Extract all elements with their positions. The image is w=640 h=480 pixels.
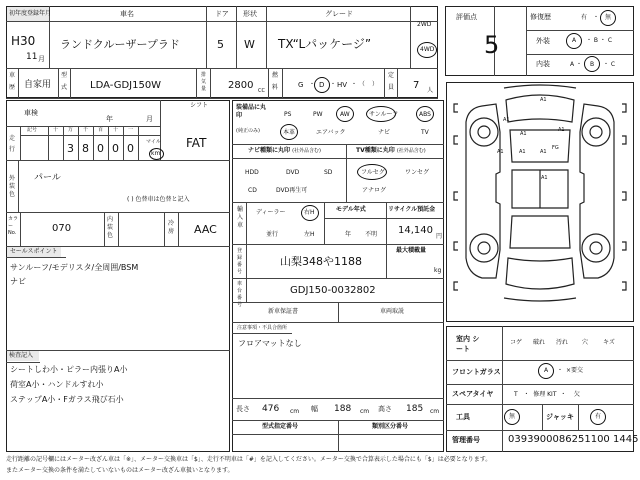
equip-airbag: エアバック — [316, 129, 346, 136]
fuel-g: G — [298, 81, 304, 89]
type-label: 型 — [61, 72, 68, 79]
aircon-label: 冷房 — [168, 220, 175, 235]
inspector-line: ステップA小・Fガラス飛び石小 — [10, 395, 124, 404]
seat-item: 汚れ — [556, 339, 569, 346]
digit-header-5: 十 — [113, 127, 119, 133]
grade-value: TX“Lパッケージ” — [278, 37, 372, 51]
shift-label: シフト — [190, 102, 209, 109]
mgmt-label: 管理番号 — [452, 436, 480, 444]
tv-fullseg: フルセグ — [361, 169, 385, 176]
equip-tv: TV — [421, 129, 429, 136]
equip-navi: ナビ — [378, 129, 391, 136]
digit-header-2: 万 — [68, 127, 74, 133]
length-value: 476 — [262, 404, 280, 414]
height-unit: cm — [430, 408, 440, 415]
equip-abs: ABS — [419, 111, 431, 118]
capacity-label: 定 — [388, 72, 395, 79]
damage-mark: A1 — [520, 131, 527, 137]
unit-mile: マイル — [146, 139, 161, 145]
drive-4wd: 4WD — [420, 46, 435, 53]
drive-2wd: 2WD — [417, 21, 432, 28]
exterior-label: 外装 — [536, 37, 550, 45]
chassis-label: 車台番号 — [237, 281, 243, 308]
max-load-unit: kg — [434, 267, 442, 274]
damage-mark: A1 — [503, 117, 510, 123]
interior-a: A ・ — [570, 61, 583, 68]
running-label: 行 — [9, 146, 16, 153]
seat-item: 穴 — [582, 339, 589, 346]
car-damage-diagram — [446, 82, 634, 322]
exterior-a: A — [572, 37, 577, 44]
vehicle-history-label: 車 — [9, 72, 16, 79]
front-glass-a: A — [544, 367, 549, 374]
capacity-unit: 人 — [427, 87, 434, 94]
digit-header-1: 十 — [53, 127, 59, 133]
mileage-digit: 0 — [97, 142, 104, 155]
shape-label: 形状 — [243, 10, 257, 18]
selling-points-label: セールスポイント — [10, 248, 58, 255]
inspector-line: シートしわ小・ピラー内張りA小 — [10, 365, 128, 374]
mileage-digit: 0 — [127, 142, 134, 155]
damage-mark: A1 — [540, 97, 547, 103]
grade-label: グレード — [325, 10, 353, 18]
inspection-month-unit: 月 — [146, 115, 153, 123]
equip-ps: PS — [284, 111, 292, 118]
navi-type-label: ナビ種類に丸印 (社外品含む) — [248, 147, 321, 154]
digit-header-0: 記号 — [27, 127, 38, 133]
doors-label: ドア — [215, 10, 229, 18]
length-label: 長さ — [236, 405, 250, 413]
navi-hdd: HDD — [245, 169, 259, 176]
max-load-label: 最大積載量 — [396, 247, 427, 254]
navi-sd: SD — [324, 169, 333, 176]
jack-label: ジャッキ — [546, 413, 574, 421]
equip-aw: AW — [340, 111, 350, 118]
seat-label: 室内 シート — [456, 335, 480, 353]
width-value: 188 — [334, 404, 352, 414]
model-year-unknown: 不明 — [365, 231, 378, 238]
shift-value: FAT — [186, 136, 207, 150]
displacement-label: 排気量 — [201, 72, 207, 92]
jack-value: 有 — [595, 413, 602, 420]
plate-value: 山梨348や1188 — [280, 255, 362, 268]
reg-year: H30 — [11, 34, 36, 48]
fuel-d: D — [319, 81, 325, 89]
import-parallel: 並行 — [266, 231, 279, 238]
height-value: 185 — [406, 404, 424, 414]
equip-leather: 本革 — [283, 129, 296, 136]
new-warranty: 新車保証書 — [268, 308, 299, 315]
reg-month-unit: 月 — [38, 55, 45, 63]
mgmt-value: 0393900086251100 1445 — [508, 434, 639, 445]
import-dealer: ディーラー — [256, 209, 286, 216]
use-type: 自家用 — [24, 80, 52, 90]
color-no: 070 — [52, 223, 72, 234]
type-code: LDA-GDJ150W — [90, 80, 162, 91]
mileage-digit: 0 — [112, 142, 119, 155]
length-unit: cm — [290, 408, 300, 415]
shape-value: W — [244, 38, 255, 51]
interior-color-label: 内装色 — [107, 216, 114, 239]
owner-manual: 車両取説 — [380, 308, 405, 315]
exterior-color: パール — [34, 173, 61, 183]
seat-item: 破れ — [533, 339, 546, 346]
tv-oneseg: ワンセグ — [405, 169, 430, 176]
equip-pw: PW — [313, 111, 323, 118]
repair-label: 修復歴 — [530, 13, 551, 21]
fuel-label: 燃 — [272, 72, 279, 79]
inspection-label: 車検 — [24, 109, 38, 117]
first-reg-label: 初年度登録年月 — [9, 10, 52, 17]
footer-note-2: またメーター交換の条件を満たしていないものはメーター改ざん車扱いとなります。 — [6, 467, 234, 474]
navi-cd: CD — [248, 187, 257, 194]
front-glass-label: フロントガラス — [452, 368, 501, 376]
fuel-hv: HV — [337, 81, 348, 89]
doors-value: 5 — [217, 38, 224, 51]
notes-value: フロアマットなし — [238, 339, 302, 348]
score-value: 5 — [484, 31, 500, 59]
damage-mark: A1 — [558, 127, 565, 133]
inspector-line: 荷室A小・ハンドルすれ小 — [10, 380, 104, 389]
inspector-label: 検査記入 — [9, 352, 34, 359]
model-name: ランドクルーザープラド — [60, 38, 180, 51]
damage-mark: A1 — [541, 175, 548, 181]
digit-header-3: 千 — [83, 127, 89, 133]
selling-point-line: ナビ — [10, 277, 26, 286]
width-unit: cm — [360, 408, 370, 415]
unit-km: km — [151, 150, 161, 157]
tools-value: 無 — [509, 413, 516, 420]
designation-label: 型式指定番号 — [262, 423, 299, 430]
import-right-hand: 右H — [304, 209, 315, 216]
chassis-value: GDJ150-0032802 — [290, 285, 376, 296]
spare-options: T ・ 修理 KIT ・ 欠 — [514, 391, 580, 398]
tv-type-label: TV種類に丸印 (社外品含む) — [356, 147, 426, 154]
category-label: 類別区分番号 — [372, 423, 409, 430]
repair-yes: 有 — [581, 14, 588, 21]
color-no-label: カラーNo. — [8, 216, 19, 236]
aircon-value: AAC — [194, 223, 217, 236]
recycle-unit: 円 — [436, 233, 443, 240]
plate-label: 登録番号 — [237, 248, 243, 275]
damage-mark: A1 — [540, 149, 547, 155]
exterior-color-label: 外装色 — [9, 175, 16, 198]
model-year-label: モデル年式 — [336, 206, 366, 213]
reg-month: 11 — [26, 52, 38, 62]
damage-mark: A1 — [497, 149, 504, 155]
damage-mark: FG — [552, 145, 559, 151]
damage-mark: A1 — [519, 149, 526, 155]
navi-dvd: DVD — [286, 169, 300, 176]
import-left-hand: 左H — [304, 231, 315, 238]
equipment-label: 装備品に丸印 — [236, 104, 267, 119]
capacity-value: 7 — [413, 80, 420, 91]
interior-b: B — [590, 61, 595, 68]
notes-label: 注意事項・不具合箇所 — [237, 325, 288, 331]
footer-note-1: 走行距離の記号欄にはメーター改ざん車は「※」、メーター交換車は「$」、走行不明車は「#」を記入してください。メーター交換で合算表示した場合にも「$」は必要となります。 — [6, 456, 492, 463]
digit-header-6: 一 — [128, 127, 134, 133]
navi-dvd-play: DVD再生可 — [276, 187, 308, 194]
tv-analog: アナログ — [362, 187, 387, 194]
displacement-value: 2800 — [228, 80, 254, 91]
model-year-year: 年 — [345, 231, 352, 238]
color-note: ( ) 色替車は色替と記入 — [127, 196, 190, 203]
front-glass-replace: ×要交 — [566, 367, 584, 374]
interior-label: 内装 — [536, 60, 550, 68]
equipment-sublabel: (純正のみ) — [236, 128, 260, 134]
mileage-digit: 8 — [82, 142, 89, 155]
mileage-digit: 3 — [67, 142, 74, 155]
score-label: 評価点 — [456, 13, 477, 21]
import-label: 輸入車 — [237, 206, 244, 229]
repair-no: 無 — [605, 14, 612, 21]
seat-item: キズ — [603, 339, 615, 346]
inspection-year-unit: 年 — [106, 115, 113, 123]
height-label: 高さ — [378, 405, 392, 413]
model-name-label: 車名 — [120, 10, 134, 18]
equip-sunroof: サンルーフ — [369, 111, 399, 118]
seat-item: コゲ — [510, 339, 523, 346]
recycle-label: リサイクル預託金 — [388, 206, 436, 213]
displacement-unit: CC — [258, 88, 265, 94]
tools-label: 工具 — [456, 413, 470, 421]
spare-label: スペアタイヤ — [452, 390, 494, 398]
digit-header-4: 百 — [98, 127, 104, 133]
width-label: 幅 — [311, 405, 318, 413]
recycle-amount: 14,140 — [398, 225, 433, 236]
selling-point-line: サンルーフ/モデリスタ/全周囲/BSM — [10, 263, 139, 272]
